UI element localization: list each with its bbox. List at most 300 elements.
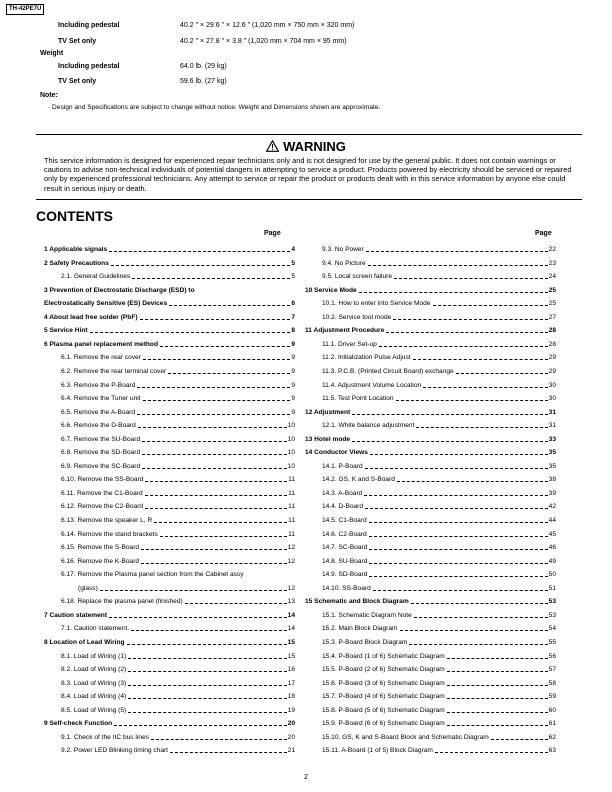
weight-heading: Weight xyxy=(40,50,64,57)
toc-entry xyxy=(44,652,295,661)
toc-entry-page: 15 xyxy=(287,652,295,660)
toc-leader xyxy=(365,468,548,469)
toc-entry-title: 1 Applicable signals xyxy=(44,246,108,253)
toc-entry-page: 14 xyxy=(287,625,295,633)
toc-entry-title: 14.1. P-Board xyxy=(322,462,363,470)
toc-entry-title: 9.1. Check of the IIC bus lines xyxy=(61,733,149,741)
toc-entry-title: 6.9. Remove the SC-Board xyxy=(61,462,141,470)
contents-title: CONTENTS xyxy=(36,208,113,224)
toc-leader xyxy=(370,454,548,455)
toc-leader xyxy=(143,400,291,401)
toc-entry xyxy=(305,665,556,674)
toc-entry-title: 8.3. Load of Wiring (3) xyxy=(61,679,127,687)
toc-entry-title: 14.2. GS, K and S-Board xyxy=(322,476,395,484)
toc-entry xyxy=(44,475,295,484)
toc-leader xyxy=(394,278,548,279)
toc-entry-page: 11 xyxy=(288,530,295,538)
toc-leader xyxy=(369,576,547,577)
toc-entry-title: 15.9. P-Board (6 of 6) Schematic Diagram xyxy=(322,720,445,728)
toc-leader xyxy=(114,725,287,726)
toc-entry xyxy=(305,313,556,322)
toc-entry-title: 15.4. P-Board (1 of 6) Schematic Diagram xyxy=(322,652,445,660)
toc-entry-title: 8.5. Load of Wiring (5) xyxy=(61,706,127,714)
toc-entry-page: 30 xyxy=(548,395,556,403)
toc-entry-title: 15.8. P-Board (5 of 6) Schematic Diagram xyxy=(322,706,445,714)
toc-entry-page: 42 xyxy=(548,503,556,511)
toc-leader xyxy=(90,332,291,333)
toc-entry-page: 46 xyxy=(548,544,556,552)
toc-entry xyxy=(44,381,295,390)
toc-entry-page: 33 xyxy=(548,435,556,443)
toc-entry-title: 6.8. Remove the SD-Board xyxy=(61,449,141,457)
toc-entry-title: 6.1. Remove the rear cover xyxy=(61,354,141,362)
toc-leader xyxy=(366,251,548,252)
toc-leader xyxy=(128,671,286,672)
toc-leader xyxy=(491,739,548,740)
toc-entry-title: 6.5. Remove the A-Board xyxy=(61,408,136,416)
toc-entry-title: 6.6. Remove the D-Board xyxy=(61,422,136,430)
toc-leader xyxy=(128,698,286,699)
toc-entry-title: 11.1. Driver Set-up xyxy=(322,340,377,348)
toc-entry-title: 6.18. Replace the plasma panel (finished) xyxy=(61,598,183,606)
toc-entry-title: 6.7. Remove the SU-Board xyxy=(61,435,141,443)
toc-entry-title: 6.16. Remove the K-Board xyxy=(61,557,140,565)
toc-entry-page: 57 xyxy=(548,666,556,674)
toc-entry-title: 2.1. General Guidelines xyxy=(61,273,131,281)
toc-leader xyxy=(160,346,290,347)
toc-entry-title: 3 Prevention of Electrostatic Discharge (ESD) to xyxy=(44,286,195,294)
toc-leader xyxy=(359,292,548,293)
toc-entry xyxy=(305,489,556,498)
page-header-right: Page xyxy=(535,230,552,237)
toc-entry-title: 9.3. No Power xyxy=(322,246,364,253)
toc-entry-page: 11 xyxy=(288,489,295,497)
toc-leader xyxy=(132,278,290,279)
toc-entry xyxy=(44,597,295,606)
toc-entry xyxy=(44,435,295,444)
page-number: 2 xyxy=(304,774,308,781)
warning-bottom-rule xyxy=(36,199,582,200)
toc-leader xyxy=(127,644,287,645)
toc-leader xyxy=(109,617,287,618)
warning-title xyxy=(0,140,612,155)
toc-entry xyxy=(44,502,295,511)
toc-entry-title: 15.11. A-Board (1 of 5) Block Diagram xyxy=(322,747,433,755)
toc-entry-title: 10 Service Mode xyxy=(305,286,357,294)
toc-entry-title: 2 Safety Precautions xyxy=(44,259,109,267)
toc-entry-page: 60 xyxy=(548,706,556,714)
toc-entry xyxy=(305,719,556,728)
toc-leader xyxy=(447,725,548,726)
toc-entry-title: 6.17. Remove the Plasma panel section from the Cabinet assy xyxy=(61,571,244,579)
toc-entry-title: 14.6. C2-Board xyxy=(322,530,367,538)
note-text: · Design and Specifications are subject to change without notice. Weight and Dimensions shown are approximate. xyxy=(48,104,381,111)
toc-entry xyxy=(305,367,556,376)
toc-leader xyxy=(131,630,286,631)
toc-entry xyxy=(305,475,556,484)
spec-tv-value: 40.2 " × 27.8 " × 3.8 " (1,020 mm × 704 mm × 95 mm) xyxy=(180,38,347,45)
toc-entry-page: 54 xyxy=(548,625,556,633)
toc-entry xyxy=(305,299,556,308)
toc-entry xyxy=(44,679,295,688)
toc-entry xyxy=(44,570,295,579)
toc-entry-page: 20 xyxy=(287,720,295,728)
toc-entry xyxy=(305,597,556,606)
toc-entry-page: 51 xyxy=(548,584,556,592)
toc-entry-title: 11 Adjustment Procedure xyxy=(305,327,385,335)
toc-entry-page: 5 xyxy=(291,273,295,281)
toc-leader xyxy=(400,630,548,631)
toc-leader xyxy=(142,468,286,469)
toc-leader xyxy=(456,373,548,374)
toc-entry-page: 5 xyxy=(291,259,295,267)
toc-entry-page: 31 xyxy=(548,408,556,416)
toc-entry xyxy=(305,692,556,701)
toc-entry-page: 9 xyxy=(291,408,295,416)
toc-entry-page: 28 xyxy=(548,327,556,335)
toc-entry-title: 6.2. Remove the rear terminal cover xyxy=(61,367,167,375)
toc-leader xyxy=(142,441,286,442)
toc-leader xyxy=(416,427,547,428)
toc-leader xyxy=(447,685,548,686)
toc-entry-page: 53 xyxy=(548,598,556,606)
toc-entry-title: 6.11. Remove the C1-Board xyxy=(61,489,143,497)
toc-entry-title: 6 Plasma panel replacement method xyxy=(44,340,158,348)
toc-entry-page: 9 xyxy=(291,354,295,362)
toc-entry xyxy=(44,353,295,362)
toc-leader xyxy=(145,508,287,509)
toc-entry xyxy=(44,245,295,254)
toc-leader xyxy=(145,481,287,482)
toc-entry-title: 14.7. SC-Board xyxy=(322,544,368,552)
toc-entry-page: 21 xyxy=(287,747,295,755)
toc-leader xyxy=(447,658,548,659)
toc-entry xyxy=(44,516,295,525)
toc-entry xyxy=(44,719,295,728)
toc-entry xyxy=(44,733,295,742)
toc-entry-title: 10.2. Service tool mode xyxy=(322,313,392,321)
toc-entry xyxy=(44,557,295,566)
toc-entry-title: 15.6. P-Board (3 of 6) Schematic Diagram xyxy=(322,679,445,687)
toc-entry xyxy=(44,272,295,281)
toc-entry-page: 27 xyxy=(548,313,556,321)
toc-entry-page: 29 xyxy=(548,354,556,362)
toc-entry-title: (glass) xyxy=(78,584,98,592)
toc-entry xyxy=(44,259,295,268)
toc-entry xyxy=(44,530,295,539)
toc-entry-title: 15.7. P-Board (4 of 6) Schematic Diagram xyxy=(322,693,445,701)
toc-leader xyxy=(109,251,290,252)
toc-entry xyxy=(44,638,295,647)
toc-leader xyxy=(411,603,548,604)
toc-entry xyxy=(44,299,295,308)
toc-entry xyxy=(44,489,295,498)
toc-leader xyxy=(433,305,548,306)
toc-entry-title: 15.5. P-Board (2 of 6) Schematic Diagram xyxy=(322,666,445,674)
toc-entry-page: 16 xyxy=(287,666,295,674)
warning-top-rule xyxy=(36,134,582,135)
toc-entry-page: 31 xyxy=(548,422,556,430)
toc-entry xyxy=(305,611,556,620)
weight-tv-label: TV Set only xyxy=(58,78,97,85)
toc-entry xyxy=(305,462,556,471)
toc-entry-title: 6.15. Remove the S-Board xyxy=(61,544,140,552)
toc-entry-title: 14.4. D-Board xyxy=(322,503,364,511)
toc-entry-page: 11 xyxy=(288,503,295,511)
toc-leader xyxy=(185,603,287,604)
toc-entry-page: 30 xyxy=(548,381,556,389)
toc-entry-title: 8.1. Load of Wiring (1) xyxy=(61,652,127,660)
toc-entry xyxy=(44,448,295,457)
toc-leader xyxy=(128,712,286,713)
toc-leader xyxy=(145,495,288,496)
toc-entry-page: 10 xyxy=(287,462,295,470)
toc-entry xyxy=(44,665,295,674)
toc-entry-title: 11.5. Test Point Location xyxy=(322,395,394,403)
toc-entry-title: 9.4. No Picture xyxy=(322,259,366,267)
toc-entry xyxy=(305,557,556,566)
toc-leader xyxy=(169,305,290,306)
toc-entry-title: 14.3. A-Board xyxy=(322,489,363,497)
toc-leader xyxy=(396,400,548,401)
toc-entry-page: 9 xyxy=(291,381,295,389)
toc-entry-page: 19 xyxy=(287,706,295,714)
toc-leader xyxy=(143,359,290,360)
page-header-left: Page xyxy=(264,230,281,237)
toc-entry-page: 53 xyxy=(548,611,556,619)
toc-entry xyxy=(305,394,556,403)
toc-entry-title: 7 Caution statement xyxy=(44,611,108,619)
toc-entry-page: 11 xyxy=(288,476,295,484)
toc-entry-page: 38 xyxy=(548,476,556,484)
toc-entry xyxy=(305,584,556,593)
toc-entry-title: 12.1. White balance adjustment xyxy=(322,422,415,430)
toc-entry xyxy=(305,381,556,390)
toc-entry-title: 14 Conductor Views xyxy=(305,449,368,457)
toc-leader xyxy=(373,590,548,591)
toc-leader xyxy=(413,359,548,360)
toc-entry-title: 6.10. Remove the SS-Board xyxy=(61,476,144,484)
toc-entry xyxy=(305,353,556,362)
weight-incl-label: Including pedestal xyxy=(58,63,120,70)
toc-entry-page: 9 xyxy=(291,367,295,375)
toc-entry-title: 6.3. Remove the P-Board xyxy=(61,381,136,389)
toc-entry-title: 13 Hotel mode xyxy=(305,435,351,443)
toc-entry-page: 10 xyxy=(287,449,295,457)
toc-entry-page: 24 xyxy=(548,273,556,281)
toc-leader xyxy=(409,644,547,645)
toc-entry-page: 62 xyxy=(548,733,556,741)
toc-entry xyxy=(305,706,556,715)
toc-entry xyxy=(305,326,556,335)
toc-entry-page: 18 xyxy=(287,693,295,701)
toc-entry-title: 15 Schematic and Block Diagram xyxy=(305,598,409,606)
toc-leader xyxy=(160,536,287,537)
toc-leader xyxy=(128,658,286,659)
toc-entry xyxy=(305,408,556,417)
toc-entry-page: 55 xyxy=(548,638,556,646)
toc-entry xyxy=(44,394,295,403)
toc-entry-title: 14.10. SS-Board xyxy=(322,584,371,592)
toc-entry-title: Electrostatically Sensitive (ES) Devices xyxy=(44,300,168,308)
toc-entry-title: 6.13. Remove the speaker L, R xyxy=(61,517,153,524)
toc-entry xyxy=(305,746,556,755)
warning-body: This service information is designed for experienced repair technicians only and is not designed for use by the general public. It does not contain warnings or cautions to advise non-technical individuals of potential dangers in attempting to service a product. Products powered by electricity should be serviced or repaired only by experienced professional technicians. Any attempt to service or repair the product or products dealt with in this service information by anyone else could result in serious injury or death. xyxy=(44,156,572,193)
toc-entry-page: 50 xyxy=(548,571,556,579)
toc-entry-title: 15.1. Schematic Diagram Note xyxy=(322,611,412,619)
spec-incl-value: 40.2 " × 29.6 " × 12.6 " (1,020 mm × 750 mm × 320 mm) xyxy=(180,22,355,29)
toc-entry-title: 6.12. Remove the C2-Board xyxy=(61,503,144,511)
toc-entry xyxy=(44,746,295,755)
toc-entry-title: 5 Service Hint xyxy=(44,327,88,335)
weight-tv-value: 59.6 lb. (27 kg) xyxy=(180,78,227,85)
toc-entry-page: 10 xyxy=(287,435,295,443)
toc-leader xyxy=(369,536,548,537)
toc-entry-title: 9.5. Local screen failure xyxy=(322,273,393,281)
toc-entry-title: 4 About lead free solder (PbF) xyxy=(44,313,138,321)
toc-leader xyxy=(379,346,548,347)
toc-entry-page: 12 xyxy=(287,584,295,592)
toc-entry-page: 17 xyxy=(287,679,295,687)
toc-leader xyxy=(365,508,548,509)
toc-entry-page: 25 xyxy=(548,300,556,308)
toc-entry-page: 35 xyxy=(548,449,556,457)
toc-entry-page: 44 xyxy=(548,517,556,524)
model-number: TH-42PE7U xyxy=(6,4,44,15)
toc-entry-title: 9 Self-check Function xyxy=(44,720,113,728)
toc-leader xyxy=(137,414,290,415)
toc-entry-title: 11.2. Initialization Pulse Adjust xyxy=(322,354,411,362)
toc-leader xyxy=(368,265,548,266)
toc-leader xyxy=(138,427,287,428)
toc-leader xyxy=(393,319,547,320)
toc-entry-page: 10 xyxy=(287,422,295,430)
toc-entry xyxy=(44,340,295,349)
toc-entry xyxy=(305,435,556,444)
toc-leader xyxy=(168,373,290,374)
toc-entry xyxy=(305,516,556,525)
toc-entry-page: 12 xyxy=(287,557,295,565)
toc-entry-page: 28 xyxy=(548,340,556,348)
toc-entry xyxy=(44,584,295,593)
toc-entry xyxy=(44,313,295,322)
toc-entry-title: 15.2. Main Block Diagram xyxy=(322,625,398,633)
toc-entry xyxy=(305,624,556,633)
toc-entry-page: 39 xyxy=(548,489,556,497)
toc-entry-title: 12 Adjustment xyxy=(305,408,351,416)
toc-leader xyxy=(140,319,291,320)
toc-entry xyxy=(305,448,556,457)
toc-entry-page: 8 xyxy=(291,327,295,335)
toc-leader xyxy=(364,495,547,496)
toc-entry xyxy=(305,638,556,647)
toc-entry xyxy=(305,259,556,268)
toc-entry xyxy=(305,272,556,281)
toc-entry xyxy=(305,679,556,688)
warning-triangle-icon xyxy=(266,140,279,155)
toc-entry-title: 14.8. SU-Board xyxy=(322,557,368,565)
toc-leader xyxy=(151,739,287,740)
toc-entry xyxy=(44,421,295,430)
toc-entry xyxy=(305,340,556,349)
note-label: Note: xyxy=(40,92,58,99)
toc-leader xyxy=(142,454,286,455)
toc-entry-page: 45 xyxy=(548,530,556,538)
toc-entry xyxy=(305,733,556,742)
toc-entry-page: 9 xyxy=(291,395,295,403)
toc-entry-title: 8.2. Load of Wiring (2) xyxy=(61,666,127,674)
toc-entry xyxy=(44,367,295,376)
toc-entry-page: 58 xyxy=(548,679,556,687)
toc-entry-page: 14 xyxy=(287,611,295,619)
toc-leader xyxy=(397,481,548,482)
toc-leader xyxy=(128,685,286,686)
toc-entry-page: 29 xyxy=(548,367,556,375)
toc-entry-page: 49 xyxy=(548,557,556,565)
toc-entry-title: 15.10. GS, K and S-Board Block and Schematic Diagram xyxy=(322,733,489,741)
toc-leader xyxy=(141,549,287,550)
toc-entry-page: 22 xyxy=(548,246,556,253)
toc-entry xyxy=(305,245,556,254)
toc-leader xyxy=(435,752,548,753)
toc-entry xyxy=(305,530,556,539)
toc-leader xyxy=(447,712,548,713)
toc-leader xyxy=(170,752,287,753)
toc-entry-page: 23 xyxy=(548,259,556,267)
toc-entry-title: 8 Location of Lead Wiring xyxy=(44,638,125,646)
toc-entry-page: 12 xyxy=(287,544,295,552)
toc-leader xyxy=(352,441,548,442)
toc-leader xyxy=(414,617,548,618)
toc-entry xyxy=(305,570,556,579)
toc-leader xyxy=(141,563,287,564)
toc-entry-page: 25 xyxy=(548,286,556,294)
toc-entry-title: 11.4. Adjustment Volume Location xyxy=(322,381,422,389)
toc-entry-page: 63 xyxy=(548,747,556,755)
toc-entry-title: 6.14. Remove the stand brackets xyxy=(61,530,158,538)
toc-entry-title: 14.5. C1-Board xyxy=(322,517,367,524)
toc-entry xyxy=(44,543,295,552)
weight-incl-value: 64.0 lb. (29 kg) xyxy=(180,63,227,70)
toc-entry xyxy=(305,502,556,511)
spec-tv-label: TV Set only xyxy=(58,38,97,45)
toc-entry-page: 20 xyxy=(287,733,295,741)
toc-entry xyxy=(305,543,556,552)
toc-entry-title: 6.4. Remove the Tuner unit xyxy=(61,395,141,403)
toc-entry xyxy=(44,624,295,633)
toc-leader xyxy=(369,549,547,550)
toc-entry xyxy=(305,652,556,661)
toc-entry-page: 59 xyxy=(548,693,556,701)
toc-leader xyxy=(369,522,548,523)
toc-leader xyxy=(154,522,287,523)
toc-entry-page: 35 xyxy=(548,462,556,470)
toc-entry xyxy=(44,462,295,471)
toc-entry-title: 9.2. Power LED Blinking timing chart xyxy=(61,747,169,755)
warning-title-text: WARNING xyxy=(283,139,346,154)
toc-leader xyxy=(137,387,290,388)
toc-leader xyxy=(369,563,547,564)
toc-entry-page: 9 xyxy=(291,340,295,348)
toc-leader xyxy=(423,387,547,388)
toc-entry xyxy=(44,611,295,620)
toc-entry xyxy=(44,286,295,295)
toc-entry-title: 14.9. SD-Board xyxy=(322,571,368,579)
toc-leader xyxy=(100,590,287,591)
toc-entry-title: 15.3. P-Board Block Diagram xyxy=(322,638,408,646)
toc-entry-page: 7 xyxy=(291,313,295,321)
spec-incl-label: Including pedestal xyxy=(58,22,120,29)
